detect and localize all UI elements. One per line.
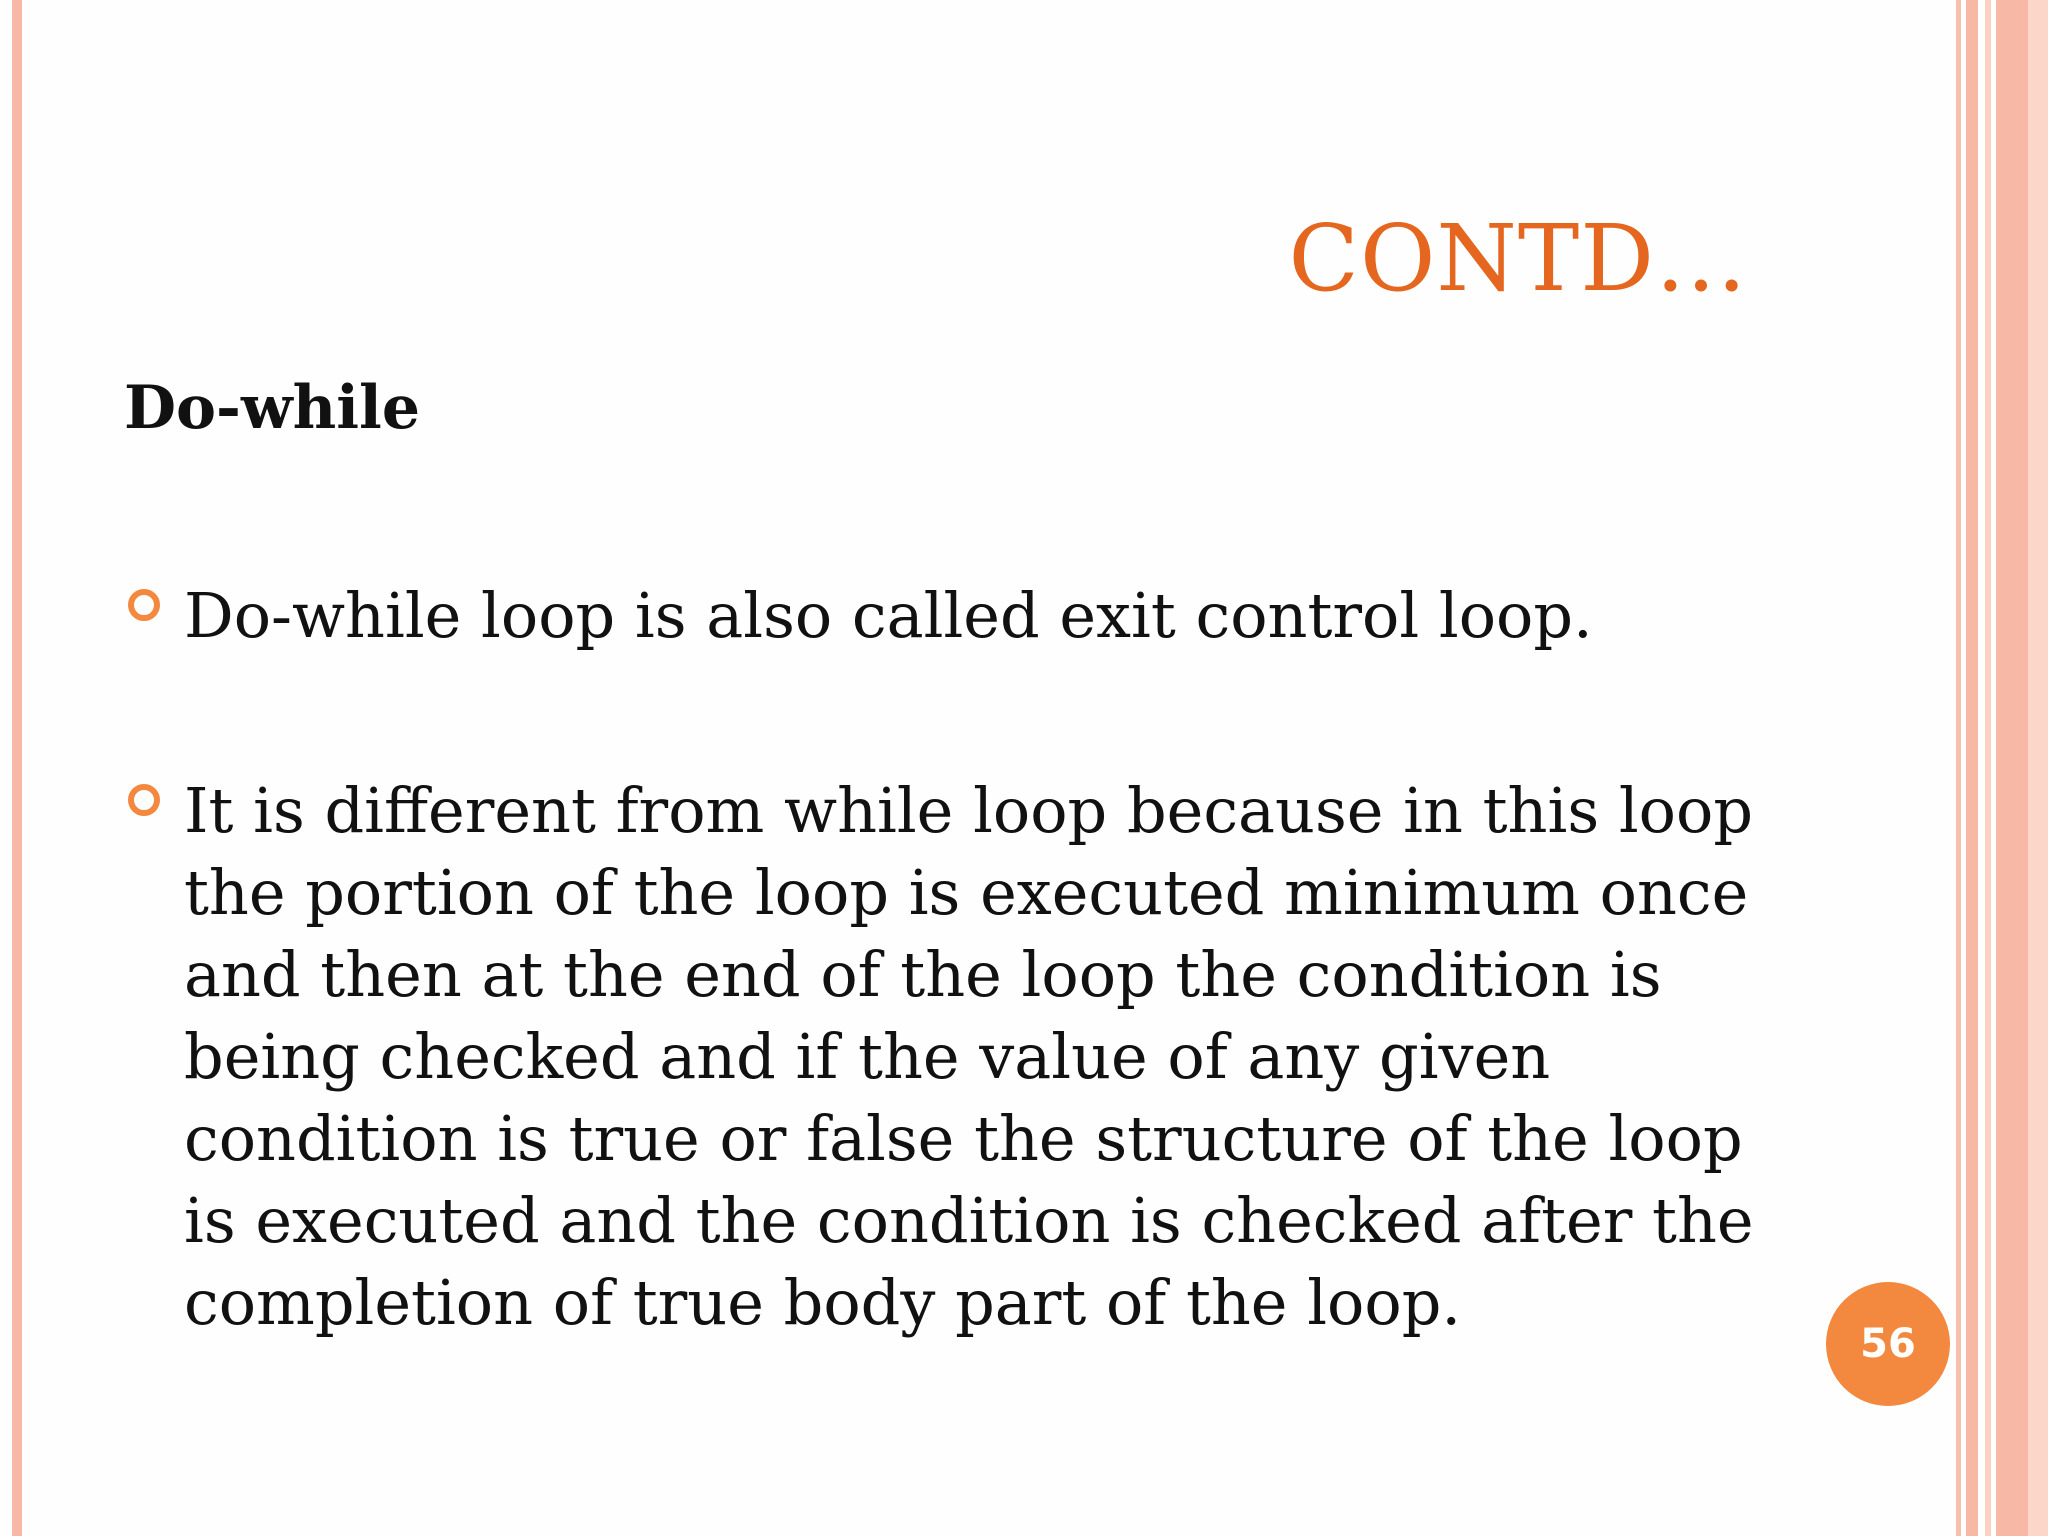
bullet-item (128, 770, 1778, 1344)
right-border-stripe (2028, 0, 2048, 1536)
bullet-text: Do-while loop is also called exit control loop. (184, 579, 1593, 652)
right-border-stripe (1956, 0, 1961, 1536)
bullet-item (128, 575, 1778, 657)
left-border-stripe (12, 0, 22, 1536)
bullet-text: It is different from while loop because in this loop the portion of the loop is executed minimum once and then at the end of the loop the condition is being checked and if the value of any given condition is true or false the structure of the loop is executed and the condition is checked after the completion of true body part of the loop. (184, 774, 1754, 1339)
right-border-stripe (1966, 0, 1978, 1536)
hollow-circle-bullet-icon (128, 784, 160, 816)
slide-subtitle: Do-while (124, 373, 420, 443)
slide-title: CONTD… (1288, 205, 1748, 312)
right-border-stripe (1996, 0, 2028, 1536)
page-number-badge: 56 (1826, 1282, 1950, 1406)
right-border-stripe (1985, 0, 1991, 1536)
hollow-circle-bullet-icon (128, 589, 160, 621)
